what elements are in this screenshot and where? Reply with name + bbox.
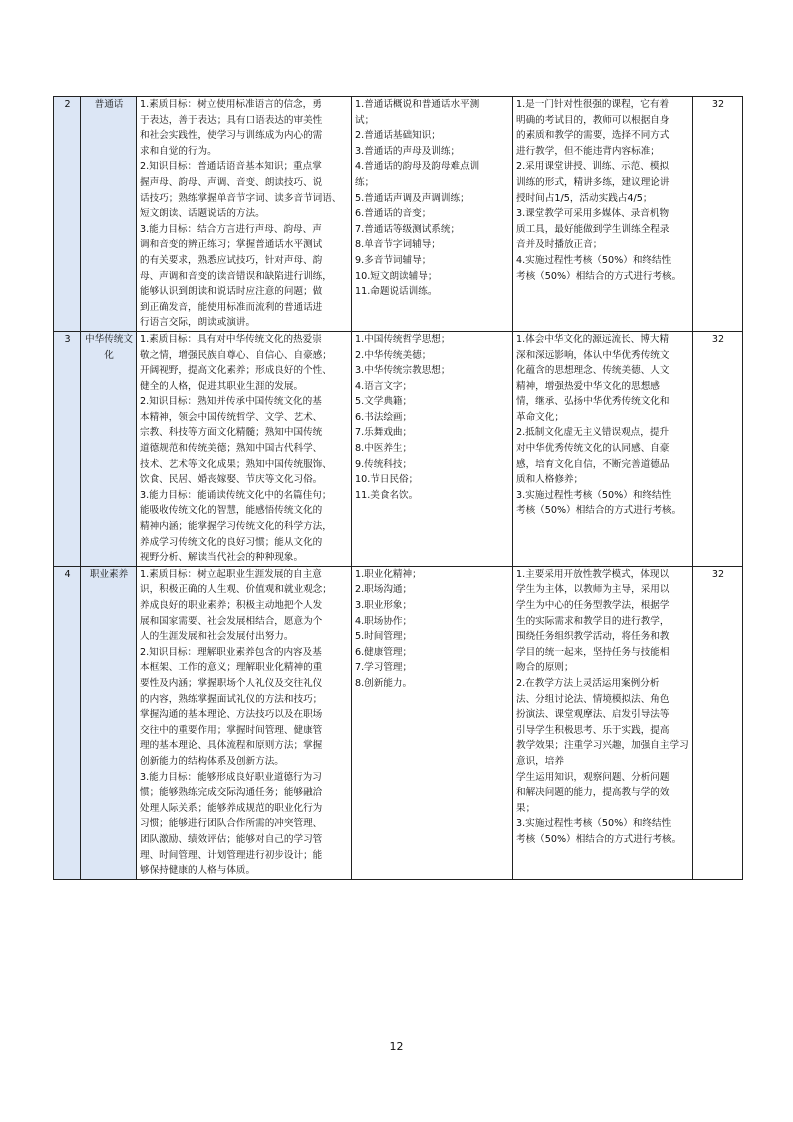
teaching-requirements-line: 感，培育文化自信，不断完善道德品 (516, 458, 670, 470)
course-objectives-line: 求和自觉的行为。 (140, 145, 217, 157)
teaching-requirements-line: 考核（50%）相结合的方式进行考核。 (516, 270, 682, 282)
course-objectives-line: 习惯；能够进行团队合作所需的冲突管理、 (140, 818, 323, 830)
course-content (352, 566, 513, 879)
course-objectives-line: 养成学习传统文化的良好习惯；能从文化的 (140, 536, 323, 548)
course-content-line: 4.语言文字； (355, 380, 413, 392)
teaching-requirements-line: 化蕴含的思想理念、传统美德、人文 (516, 365, 670, 377)
course-content-line: 7.普通话等级测试系统； (355, 223, 461, 235)
course-objectives-line: 创新能力的结构体系及创新方法。 (140, 755, 284, 767)
course-objectives-line: 和社会实践性，使学习与训练成为内心的需 (140, 130, 323, 142)
course-objectives-line: 3.能力目标：能诵读传统文化中的名篇佳句； (140, 489, 332, 501)
course-content-line: 8.单音节字词辅导； (355, 239, 441, 251)
course-content-line: 11.美食名饮。 (355, 489, 419, 501)
teaching-requirements-line: 围绕任务组织教学活动，将任务和教 (516, 631, 670, 643)
course-content-line: 3.中华传统宗教思想； (355, 365, 451, 377)
course-objectives-line: 行语言交际，朗读或演讲。 (140, 317, 256, 329)
teaching-requirements-line: 生的实际需求和教学目的进行教学， (516, 615, 670, 627)
course-objectives (137, 331, 352, 566)
course-content-line: 5.普通话声调及声调训练； (355, 192, 470, 204)
teaching-requirements-line: 音并及时播放正音； (516, 239, 603, 251)
course-content-line: 1.职业化精神； (355, 568, 422, 580)
teaching-requirements-line: 情，继承、弘扬中华优秀传统文化和 (516, 396, 670, 408)
teaching-requirements-line: 2.采用课堂讲授、训练、示范、模拟 (516, 161, 670, 173)
course-content-line: 2.中华传统美德； (355, 349, 432, 361)
course-table-body (54, 97, 743, 880)
teaching-requirements-line: 引导学生积极思考、乐于实践，提高 (516, 724, 670, 736)
course-objectives-line: 调和音变的辨正练习；掌握普通话水平测试 (140, 239, 323, 251)
teaching-requirements-line: 质工具，最好能做到学生训练全程录 (516, 223, 670, 235)
course-objectives-line: 1.素质目标：树立使用标准语言的信念，勇 (140, 99, 322, 110)
teaching-requirements-line: 3.实施过程性考核（50%）和终结性 (516, 489, 672, 501)
teaching-requirements (513, 566, 693, 879)
course-objectives-line: 处理人际关系；能够养成规范的职业化行为 (140, 802, 323, 814)
course-objectives (137, 97, 352, 332)
course-objectives-line: 开阔视野，提高文化素养；形成良好的个性、 (140, 365, 332, 377)
table-row (54, 331, 743, 566)
teaching-requirements-line: 教学效果；注重学习兴趣，加强自主学习意识，培养 (516, 740, 689, 767)
course-objectives-line: 母、声调和音变的读音错误和缺陷进行训练， (140, 270, 332, 282)
course-objectives-line: 本精神，领会中国传统哲学、文学、艺术、 (140, 411, 323, 423)
course-content-line: 10.短文朗读辅导； (355, 270, 438, 282)
course-content-line: 试； (355, 114, 375, 126)
course-objectives-line: 3.能力目标：能够形成良好职业道德行为习 (140, 771, 322, 783)
teaching-requirements-line: 和解决问题的能力，提高教与学的效 (516, 787, 670, 799)
course-objectives-line: 团队激励、绩效评估；能够对自己的学习管 (140, 833, 323, 845)
course-content-line: 8.创新能力。 (355, 677, 413, 689)
course-objectives-line: 1.素质目标：树立起职业生涯发展的自主意 (140, 568, 322, 580)
teaching-requirements-line: 扮演法、课堂观摩法、启发引导法等 (516, 709, 670, 721)
course-content-line: 7.乐舞戏曲； (355, 427, 413, 439)
course-objectives-line: 够保持健康的人格与体质。 (140, 865, 256, 877)
course-content-line: 1.中国传统哲学思想； (355, 333, 451, 345)
course-content-line: 3.普通话的声母及训练； (355, 145, 461, 157)
teaching-requirements-line: 授时间占1/5，活动实践占4/5； (516, 192, 653, 204)
course-objectives-line: 到正确发音，能使用标准而流利的普通话进 (140, 301, 323, 313)
course-content-line: 4.普通话的韵母及韵母难点训 (355, 161, 480, 173)
teaching-requirements-line: 3.课堂教学可采用多媒体、录音机物 (516, 208, 670, 220)
course-hours: 32 (693, 566, 743, 879)
course-objectives-line: 能够认识到朗读和说话时应注意的问题；做 (140, 286, 323, 298)
teaching-requirements-line: 深和深远影响，体认中华优秀传统文 (516, 349, 670, 361)
teaching-requirements-line: 2.在教学方法上灵活运用案例分析 (516, 677, 660, 689)
course-content-line: 6.健康管理； (355, 646, 413, 658)
table-row (54, 97, 743, 332)
course-objectives-line: 健全的人格，促进其职业生涯的发展。 (140, 380, 304, 392)
course-objectives-line: 握声母、韵母、声调、音变、朗读技巧、说 (140, 176, 323, 188)
course-content-line: 3.职业形象； (355, 600, 413, 611)
teaching-requirements-line: 3.实施过程性考核（50%）和终结性 (516, 818, 672, 830)
course-objectives-line: 技术、艺术等文化成果；熟知中国传统服饰、 (140, 458, 332, 470)
teaching-requirements-line: 2.抵制文化虚无主义错误观点，提升 (516, 427, 670, 439)
course-objectives-line: 能吸收传统文化的智慧，能感悟传统文化的 (140, 505, 323, 517)
teaching-requirements (513, 331, 693, 566)
table-row (54, 566, 743, 879)
course-objectives-line: 本框架、工作的意义；理解职业化精神的重 (140, 662, 323, 674)
course-objectives-line: 2.知识目标：理解职业素养包含的内容及基 (140, 646, 322, 658)
course-content-line: 6.普通话的音变； (355, 208, 432, 220)
course-content-line: 练； (355, 176, 375, 188)
course-objectives-line: 宗教、科技等方面文化精髓；熟知中国传统 (140, 427, 323, 439)
course-objectives-line: 掌握沟通的基本理论、方法技巧以及在职场 (140, 709, 323, 721)
course-content-line: 7.学习管理； (355, 662, 413, 674)
course-content-line: 11.命题说话训练。 (355, 286, 438, 298)
course-content-line: 10.节日民俗； (355, 474, 419, 486)
teaching-requirements-line: 学生为中心的任务型教学法，根据学 (516, 600, 670, 611)
row-number: 2 (54, 97, 81, 332)
teaching-requirements-line: 对中华优秀传统文化的认同感、自豪 (516, 443, 670, 455)
course-objectives-line: 饮食、民居、婚丧嫁娶、节庆等文化习俗。 (140, 474, 323, 486)
teaching-requirements-line: 吻合的原则； (516, 662, 574, 674)
course-objectives-line: 惯；能够熟练完成交际沟通任务；能够融洽 (140, 787, 323, 799)
teaching-requirements-line: 1.是一门针对性很强的课程，它有着 (516, 99, 670, 110)
teaching-requirements (513, 97, 693, 332)
course-objectives-line: 识，积极正确的人生观、价值观和就业观念； (140, 584, 332, 596)
teaching-requirements-line: 果； (516, 802, 536, 814)
course-objectives-line: 展和国家需要、社会发展相结合，愿意为个 (140, 615, 323, 627)
course-hours: 32 (693, 97, 743, 332)
course-content-line: 8.中医养生； (355, 443, 413, 455)
course-objectives-line: 敬之情，增强民族自尊心、自信心、自豪感； (140, 349, 332, 361)
course-name: 普通话 (81, 97, 137, 332)
course-content-line: 2.普通话基础知识； (355, 130, 441, 142)
teaching-requirements-line: 法、分组讨论法、情境模拟法、角色 (516, 693, 670, 705)
page-number: 12 (389, 1040, 404, 1053)
course-objectives-line: 话技巧；熟练掌握单音节字词、读多音节词语、 (140, 192, 342, 204)
course-name: 中华传统文化 (81, 331, 137, 566)
course-objectives-line: 视野分析、解读当代社会的种种现象。 (140, 552, 304, 564)
course-objectives-line: 要性及内涵；掌握职场个人礼仪及交往礼仪 (140, 677, 323, 689)
course-table (53, 96, 743, 880)
course-content-line: 5.文学典籍； (355, 396, 413, 408)
course-objectives-line: 短文朗读、话题说话的方法。 (140, 208, 265, 220)
row-number: 4 (54, 566, 81, 879)
row-number: 3 (54, 331, 81, 566)
course-objectives-line: 3.能力目标：结合方言进行声母、韵母、声 (140, 223, 322, 235)
course-content-line: 5.时间管理； (355, 631, 413, 643)
course-objectives-line: 于表达，善于表达；具有口语表达的审美性 (140, 114, 323, 126)
teaching-requirements-line: 1.体会中华文化的源远流长、博大精 (516, 333, 670, 345)
course-objectives-line: 精神内涵；能掌握学习传统文化的科学方法， (140, 521, 332, 533)
teaching-requirements-line: 考核（50%）相结合的方式进行考核。 (516, 833, 682, 845)
course-objectives (137, 566, 352, 879)
course-objectives-line: 道德规范和传统美德；熟知中国古代科学、 (140, 443, 323, 455)
course-hours: 32 (693, 331, 743, 566)
teaching-requirements-line: 质和人格修养； (516, 474, 584, 486)
teaching-requirements-line: 学生为主体，以教师为主导，采用以 (516, 584, 670, 596)
course-objectives-line: 1.素质目标：具有对中华传统文化的热爱崇 (140, 333, 322, 345)
teaching-requirements-line: 精神，增强热爱中华文化的思想感 (516, 380, 660, 392)
course-objectives-line: 的有关要求，熟悉应试技巧，针对声母、韵 (140, 254, 323, 266)
teaching-requirements-line: 考核（50%）相结合的方式进行考核。 (516, 505, 682, 517)
course-content-line: 1.普通话概说和普通话水平测 (355, 99, 480, 110)
teaching-requirements-line: 的素质和教学的需要，选择不同方式 (516, 130, 670, 142)
course-content-line: 9.多音节词辅导； (355, 254, 432, 266)
course-content-line: 6.书法绘画； (355, 411, 413, 423)
course-content (352, 331, 513, 566)
course-objectives-line: 2.知识目标：普通话语音基本知识；重点掌 (140, 161, 322, 173)
course-objectives-line: 2.知识目标：熟知并传承中国传统文化的基 (140, 396, 322, 408)
teaching-requirements-line: 4.实施过程性考核（50%）和终结性 (516, 254, 672, 266)
teaching-requirements-line: 学生运用知识，观察问题、分析问题 (516, 771, 670, 783)
course-objectives-line: 的内容，熟练掌握面试礼仪的方法和技巧； (140, 693, 323, 705)
teaching-requirements-line: 训练的形式，精讲多练，建议理论讲 (516, 176, 670, 188)
teaching-requirements-line: 1.主要采用开放性教学模式，体现以 (516, 568, 670, 580)
course-objectives-line: 理、时间管理、计划管理进行初步设计；能 (140, 849, 323, 861)
course-name: 职业素养 (81, 566, 137, 879)
course-content-line: 9.传统科技； (355, 458, 413, 470)
course-content (352, 97, 513, 332)
course-content-line: 2.职场沟通； (355, 584, 413, 596)
course-content-line: 4.职场协作； (355, 615, 413, 627)
course-objectives-line: 养成良好的职业素养；积极主动地把个人发 (140, 600, 323, 611)
teaching-requirements-line: 革命文化； (516, 411, 564, 423)
course-objectives-line: 人的生涯发展和社会发展付出努力。 (140, 631, 294, 643)
teaching-requirements-line: 明确的考试目的，教师可以根据自身 (516, 114, 670, 126)
teaching-requirements-line: 学目的统一起来，坚持任务与技能相 (516, 646, 670, 658)
course-objectives-line: 理的基本理论、具体流程和原则方法；掌握 (140, 740, 323, 752)
teaching-requirements-line: 进行教学，但不能违背内容标准； (516, 145, 660, 157)
course-objectives-line: 交往中的重要作用；掌握时间管理、健康管 (140, 724, 323, 736)
